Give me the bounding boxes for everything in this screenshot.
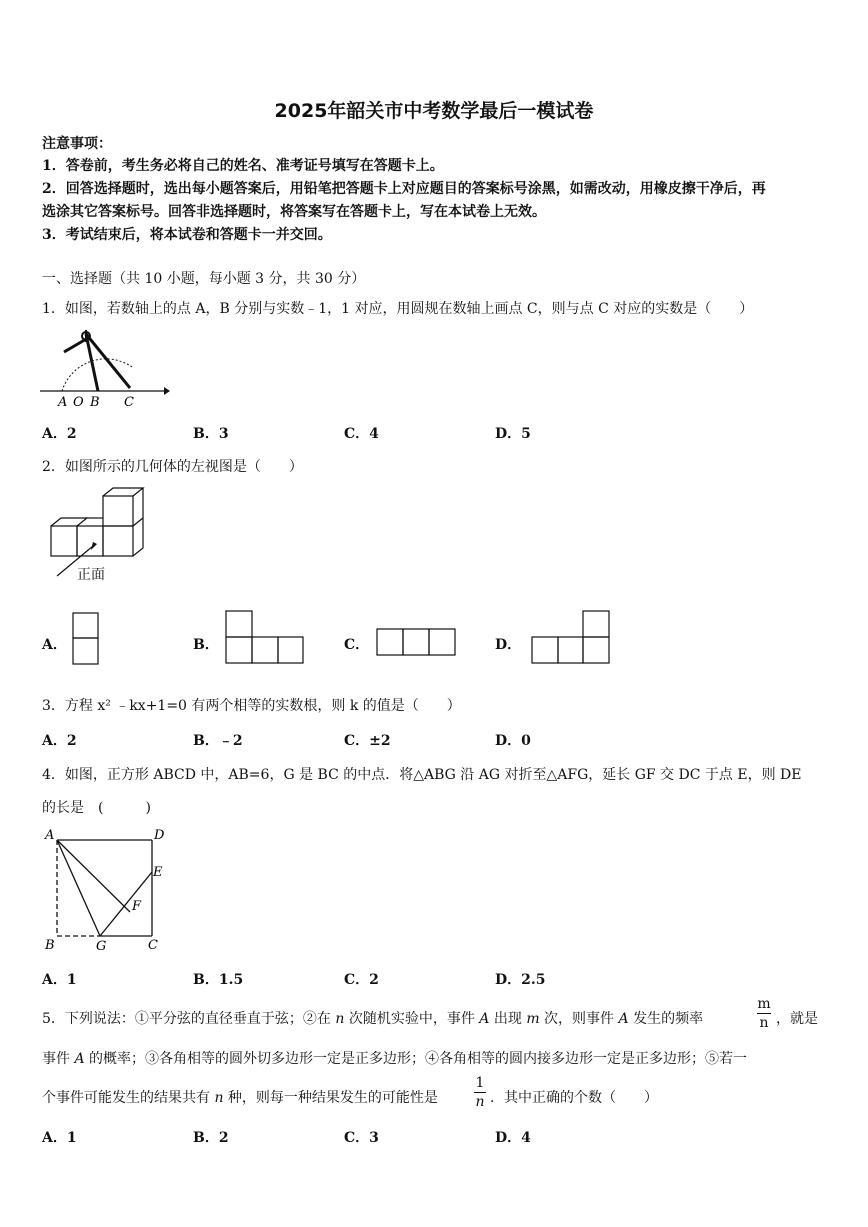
q1-label-c: C [124,395,134,410]
notes-heading: 注意事项： [42,136,112,152]
note-item: 1．答卷前，考生务必将自己的姓名、准考证号填写在答题卡上。 [42,158,444,174]
q4-label-d: D [154,828,165,843]
q2-option-b: B． [193,637,219,653]
q3-option-b: B．﹣2 [193,733,243,749]
q5-option-a: A．1 [42,1130,77,1146]
q1-label-a: A [58,395,68,410]
fraction-numerator: m [757,996,771,1012]
q2-option-c: C． [344,637,370,653]
q1-label-b: B [90,395,100,410]
fraction-denominator: n [759,1015,769,1031]
question-3-text: 3．方程 x² ﹣kx+1=0 有两个相等的实数根，则 k 的值是（ ） [42,698,461,714]
q4-label-b: B [45,938,55,953]
note-item: 3．考试结束后，将本试卷和答题卡一并交回。 [42,227,332,243]
q5-text: ，就是 [776,1011,818,1027]
question-4-text-line1: 4．如图，正方形 ABCD 中，AB=6，G 是 BC 的中点．将△ABG 沿 AG 对折至△AFG，延长 GF 交 DC 于点 E，则 DE [42,767,802,783]
q5-text: 个事件可能发生的结果共有 [42,1090,215,1106]
q2-option-d: D． [495,637,522,653]
q4-option-d: D．2.5 [495,972,546,988]
q3-option-c: C．±2 [344,733,391,749]
q2-front-label: 正面 [77,567,105,583]
q1-option-b: B．3 [193,426,229,442]
q1-option-d: D．5 [495,426,531,442]
q5-var-a: A [74,1051,85,1067]
q5-text: 种，则每一种结果发生的可能性是 [223,1090,438,1106]
question-5-line1 [42,1008,703,1028]
question-1-text: 1．如图，若数轴上的点 A，B 分别与实数﹣1，1 对应，用圆规在数轴上画点 C，则与点 C 对应的实数是（ ） [42,301,754,317]
q5-option-d: D．4 [495,1130,531,1146]
q5-option-b: B．2 [193,1130,229,1146]
q5-fraction-1-over-n [474,1075,486,1110]
question-5-line2 [42,1048,747,1068]
q4-label-f: F [132,899,142,914]
q5-var-n: n [214,1090,224,1106]
fraction-denominator: n [475,1094,485,1110]
q1-compass-figure [40,322,170,410]
q5-var-a: A [618,1011,629,1027]
q5-text: 出现 [489,1011,527,1027]
q1-option-c: C．4 [344,426,379,442]
q5-text: 的概率；③各角相等的圆外切多边形一定是正多边形；④各角相等的圆内接多边形一定是正多边形；⑤若一 [84,1051,748,1067]
question-4-text-line2: 的长是 ( ) [42,800,151,816]
q2-option-d-figure [531,610,611,666]
q5-option-c: C．3 [344,1130,379,1146]
note-item: 选涂其它答案标号。回答非选择题时，将答案写在答题卡上，写在本试卷上无效。 [42,204,546,220]
q3-option-a: A．2 [42,733,77,749]
q2-option-c-figure [376,628,458,658]
q4-option-a: A．1 [42,972,77,988]
q4-option-c: C．2 [344,972,379,988]
q5-text: 5．下列说法：①平分弦的直径垂直于弦；②在 [42,1011,336,1027]
q2-option-b-figure [225,610,305,666]
question-5-line3 [42,1087,438,1107]
q5-text: 次，则事件 [539,1011,619,1027]
page-title: 2025年韶关市中考数学最后一模试卷 [274,100,594,122]
q5-var-a: A [479,1011,490,1027]
q4-square-figure [42,826,172,954]
q5-text: 次随机实验中，事件 [344,1011,480,1027]
note-item: 2．回答选择题时，选出每小题答案后，用铅笔把答题卡上对应题目的答案标号涂黑，如需改动，用橡皮擦干净后，再 [42,181,766,197]
q5-text: 发生的频率 [628,1011,704,1027]
question-2-text: 2．如图所示的几何体的左视图是（ ） [42,459,303,475]
q4-label-e: E [153,865,163,880]
q1-option-a: A．2 [42,426,77,442]
q5-var-m: m [526,1011,540,1027]
q5-text: 事件 [42,1051,75,1067]
q2-option-a: A． [42,637,67,653]
q1-label-o: O [73,395,84,410]
q2-option-a-figure [72,612,100,666]
fraction-numerator: 1 [475,1075,485,1091]
q5-text: ．其中正确的个数（ ） [490,1090,658,1106]
q4-label-g: G [96,939,107,954]
q5-fraction-m-over-n [757,996,771,1031]
q5-var-n: n [335,1011,345,1027]
q4-label-c: C [148,938,158,953]
q4-option-b: B．1.5 [193,972,244,988]
q4-label-a: A [45,828,55,843]
section-heading: 一、选择题（共 10 小题，每小题 3 分，共 30 分） [42,271,366,287]
q3-option-d: D．0 [495,733,531,749]
